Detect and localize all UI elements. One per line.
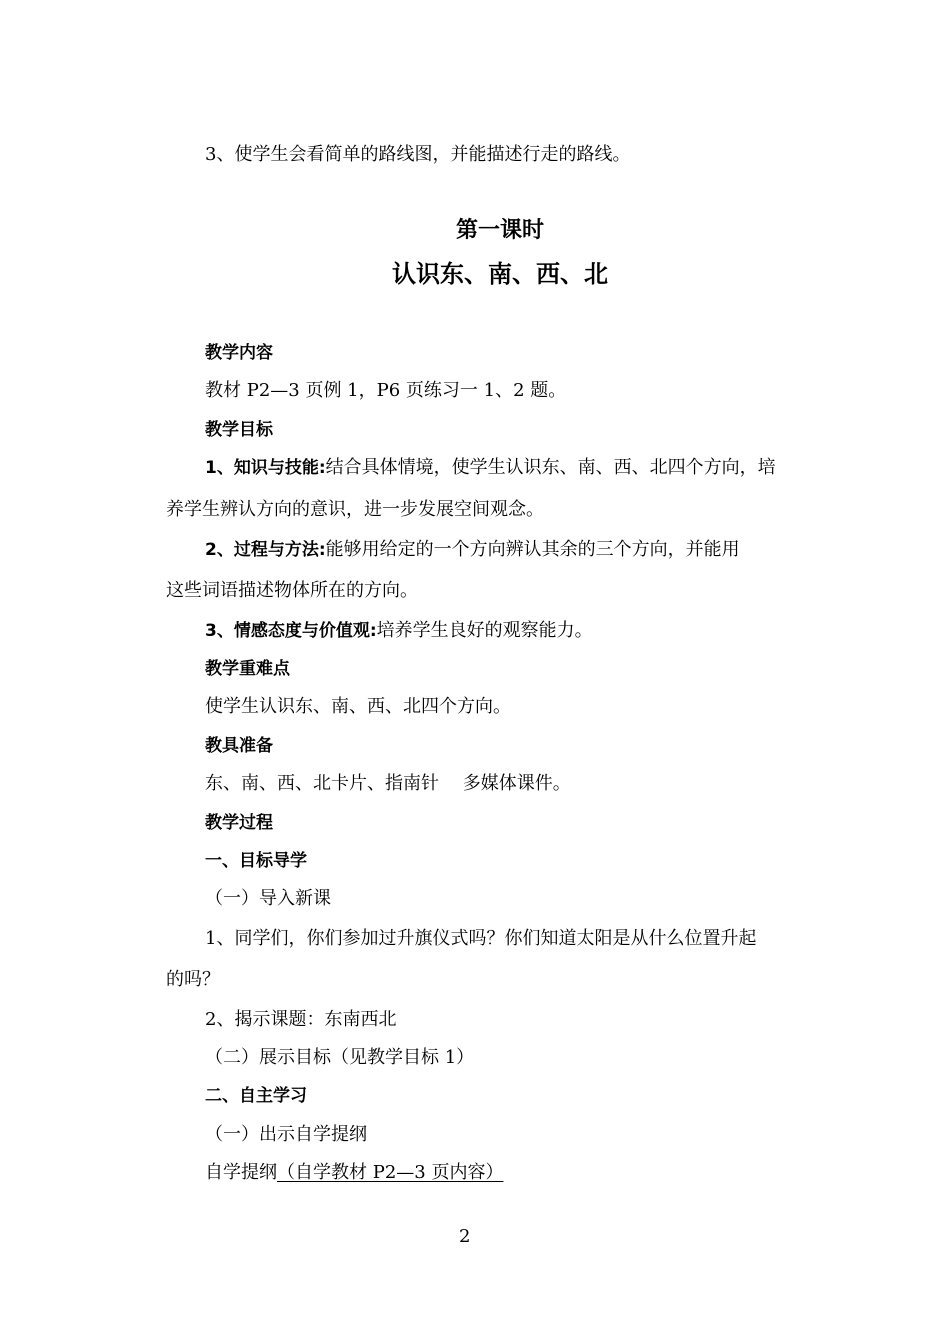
goal-1-continued: 养学生辨认方向的意识，进一步发展空间观念。 xyxy=(166,499,544,520)
content-heading: 教学内容 xyxy=(205,343,273,363)
outline-line xyxy=(205,1161,503,1185)
lesson-subtitle: 认识东、南、西、北 xyxy=(392,260,608,288)
section-1-heading: 一、目标导学 xyxy=(205,851,307,871)
outline-text: （自学教材 P2—3 页内容） xyxy=(277,1162,504,1183)
section-2-heading: 二、自主学习 xyxy=(205,1086,307,1106)
key-text: 使学生认识东、南、西、北四个方向。 xyxy=(205,696,511,717)
subsection-1: （一）导入新课 xyxy=(205,888,331,909)
content-text: 教材 P2—3 页例 1，P6 页练习一 1、2 题。 xyxy=(205,380,567,401)
subsection-3: （一）出示自学提纲 xyxy=(205,1124,367,1145)
goal-3-line xyxy=(205,619,593,643)
goal-1-label: 1、知识与技能: xyxy=(205,458,326,478)
item-1-continued: 的吗？ xyxy=(166,969,220,990)
tools-heading: 教具准备 xyxy=(205,736,273,756)
intro-line: 3、使学生会看简单的路线图，并能描述行走的路线。 xyxy=(205,144,631,165)
process-heading: 教学过程 xyxy=(205,813,273,833)
item-1: 1、同学们，你们参加过升旗仪式吗？你们知道太阳是从什么位置升起 xyxy=(205,928,757,949)
lesson-title: 第一课时 xyxy=(455,218,544,243)
goal-2-text: 能够用给定的一个方向辨认其余的三个方向，并能用 xyxy=(325,539,740,560)
goal-1-line xyxy=(205,456,776,480)
goal-1-text: 结合具体情境，使学生认识东、南、西、北四个方向，培 xyxy=(325,457,776,478)
page-number: 2 xyxy=(459,1226,471,1247)
goals-heading: 教学目标 xyxy=(205,420,273,440)
goal-2-label: 2、过程与方法: xyxy=(205,540,326,560)
key-heading: 教学重难点 xyxy=(205,659,290,679)
goal-2-line xyxy=(205,538,740,562)
subsection-2: （二）展示目标（见教学目标 1） xyxy=(205,1047,475,1068)
outline-label: 自学提纲 xyxy=(205,1162,277,1183)
goal-3-text: 培养学生良好的观察能力。 xyxy=(376,620,593,641)
item-2: 2、揭示课题：东南西北 xyxy=(205,1009,397,1030)
goal-2-continued: 这些词语描述物体所在的方向。 xyxy=(166,580,418,601)
tools-text: 东、南、西、北卡片、指南针 多媒体课件。 xyxy=(205,773,571,794)
goal-3-label: 3、情感态度与价值观: xyxy=(205,621,377,641)
